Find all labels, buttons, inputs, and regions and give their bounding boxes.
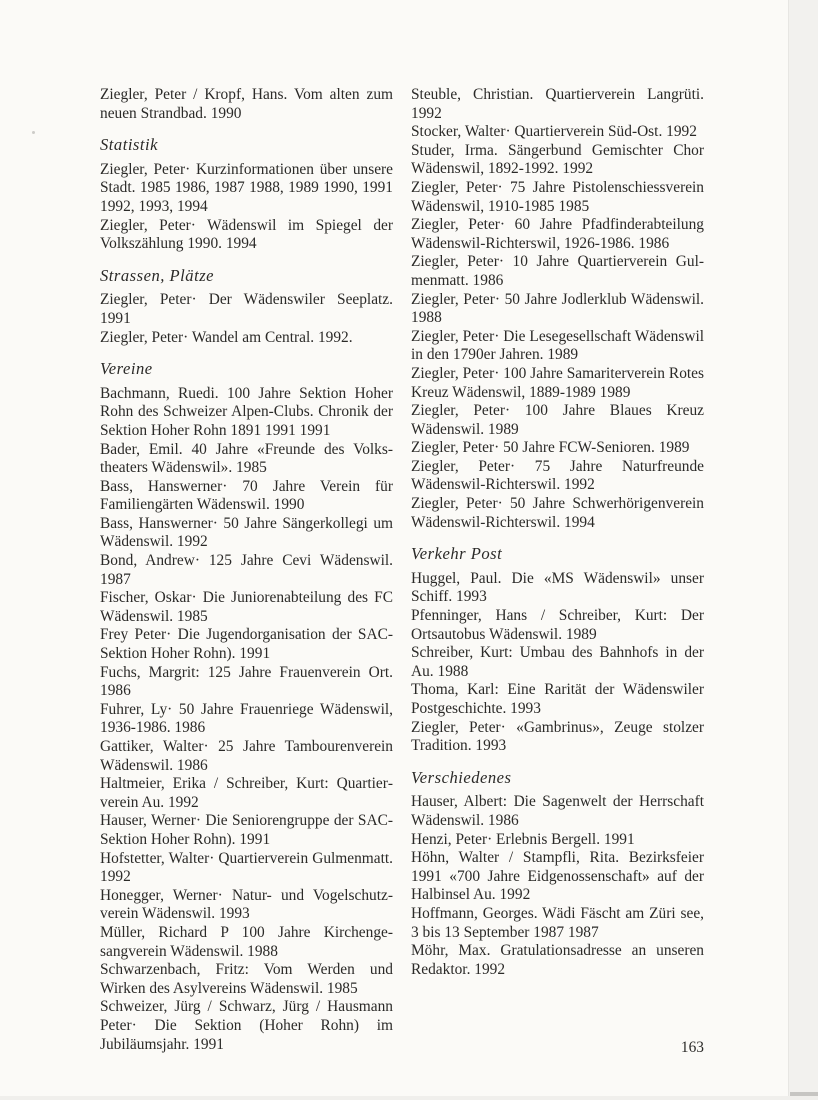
bibliography-entry: Bond, Andrew· 125 Jahre Cevi Wädenswil. 1987 <box>100 552 393 588</box>
bibliography-entry: Höhn, Walter / Stampfli, Rita. Bezirksfeier 1991 «700 Jahre Eidgenossenschaft» auf der Halbinsel Au. 1992 <box>411 849 704 904</box>
bibliography-entry: Frey Peter· Die Jugendorganisation der SAC-Sektion Hoher Rohn). 1991 <box>100 626 393 663</box>
bibliography-entry: Ziegler, Peter· 75 Jahre Pistolenschiessverein Wädenswil, 1910-1985 1985 <box>411 178 704 215</box>
bibliography-entry: Haltmeier, Erika / Schreiber, Kurt: Quartierverein Au. 1992 <box>100 775 393 811</box>
section-heading: Verschiedenes <box>411 767 512 787</box>
bibliography-entry: Möhr, Max. Gratulationsadresse an unseren Redaktor. 1992 <box>411 942 704 978</box>
page-edge-strip <box>788 0 818 1100</box>
bibliography-entry: Studer, Irma. Sängerbund Gemischter Chor Wädenswil, 1892-1992. 1992 <box>411 141 704 178</box>
bibliography-entry: Hoffmann, Georges. Wädi Fäscht am Züri see, 3 bis 13 September 1987 1987 <box>411 904 704 941</box>
bibliography-entry: Bader, Emil. 40 Jahre «Freunde des Volkstheaters Wädenswil». 1985 <box>100 440 393 477</box>
bibliography-entry: Gattiker, Walter· 25 Jahre Tambourenverein Wädenswil. 1986 <box>100 738 393 774</box>
bibliography-entry: Henzi, Peter· Erlebnis Bergell. 1991 <box>411 830 635 848</box>
left-column <box>100 86 393 1054</box>
bibliography-entry: Ziegler, Peter· 50 Jahre Jodlerklub Wädenswil. 1988 <box>411 290 704 327</box>
right-column <box>411 86 704 979</box>
bibliography-entry: Schreiber, Kurt: Umbau des Bahnhofs in der Au. 1988 <box>411 644 704 680</box>
bibliography-entry: Ziegler, Peter· 100 Jahre Blaues Kreuz Wädenswil. 1989 <box>411 402 704 438</box>
bibliography-entry: Huggel, Paul. Die «MS Wädenswil» unser Schiff. 1993 <box>411 569 704 606</box>
bibliography-entry: Stocker, Walter· Quartierverein Süd-Ost. 1992 <box>411 123 697 141</box>
bibliography-entry: Ziegler, Peter· Der Wädenswiler Seeplatz. 1991 <box>100 291 393 327</box>
bibliography-entry: Ziegler, Peter· Kurzinformationen über unsere Stadt. 1985 1986, 1987 1988, 1989 1990, 1991 1992, 1993, 1994 <box>100 160 393 215</box>
bibliography-entry: Ziegler, Peter· 10 Jahre Quartierverein Gulmenmatt. 1986 <box>411 253 704 289</box>
section-heading: Vereine <box>100 359 153 379</box>
bibliography-entry: Steuble, Christian. Quartierverein Langrüti. 1992 <box>411 86 704 122</box>
bibliography-entry: Schwarzenbach, Fritz: Vom Werden und Wirken des Asylvereins Wädenswil. 1985 <box>100 961 393 997</box>
bibliography-entry: Ziegler, Peter· Die Lesegesellschaft Wädenswil in den 1790er Jahren. 1989 <box>411 327 704 364</box>
bibliography-entry: Ziegler, Peter· 60 Jahre Pfadfinderabteilung Wädenswil-Richterswil, 1926-1986. 1986 <box>411 216 704 252</box>
bibliography-entry: Honegger, Werner· Natur- und Vogelschutzverein Wädenswil. 1993 <box>100 886 393 923</box>
bibliography-entry: Bass, Hanswerner· 70 Jahre Verein für Familiengärten Wädenswil. 1990 <box>100 477 393 514</box>
bibliography-entry: Hauser, Albert: Die Sagenwelt der Herrschaft Wädenswil. 1986 <box>411 793 704 829</box>
bibliography-entry: Ziegler, Peter· 100 Jahre Samariterverein Rotes Kreuz Wädenswil, 1889-1989 1989 <box>411 364 704 401</box>
bibliography-entry: Ziegler, Peter· 75 Jahre Naturfreunde Wädenswil-Richterswil. 1992 <box>411 457 704 494</box>
bibliography-entry: Fuchs, Margrit: 125 Jahre Frauenverein Ort. 1986 <box>100 663 393 700</box>
bibliography-entry: Ziegler, Peter· Wandel am Central. 1992. <box>100 328 353 346</box>
bibliography-entry: Ziegler, Peter· 50 Jahre FCW-Senioren. 1989 <box>411 439 690 457</box>
bibliography-entry: Ziegler, Peter / Kropf, Hans. Vom alten zum neuen Strandbad. 1990 <box>100 86 393 122</box>
page-bottom-shade <box>0 1096 818 1100</box>
section-heading: Statistik <box>100 135 158 155</box>
bibliography-entry: Schweizer, Jürg / Schwarz, Jürg / Hausmann Peter· Die Sektion (Hoher Rohn) im Jubiläumsjahr. 1991 <box>100 998 393 1053</box>
paper-speck <box>32 131 35 134</box>
bibliography-entry: Bass, Hanswerner· 50 Jahre Sängerkollegi um Wädenswil. 1992 <box>100 514 393 551</box>
bibliography-entry: Fuhrer, Ly· 50 Jahre Frauenriege Wädenswil, 1936-1986. 1986 <box>100 700 393 737</box>
bibliography-entry: Ziegler, Peter· «Gambrinus», Zeuge stolzer Tradition. 1993 <box>411 718 704 755</box>
bibliography-entry: Pfenninger, Hans / Schreiber, Kurt: Der Ortsautobus Wädenswil. 1989 <box>411 607 704 643</box>
bibliography-entry: Bachmann, Ruedi. 100 Jahre Sektion Hoher Rohn des Schweizer Alpen-Clubs. Chronik der Sektion Hoher Rohn 1891 1991 1991 <box>100 384 393 439</box>
bibliography-entry: Müller, Richard P 100 Jahre Kirchengesangverein Wädenswil. 1988 <box>100 923 393 960</box>
page-number: 163 <box>680 1039 704 1056</box>
bibliography-entry: Hauser, Werner· Die Seniorengruppe der SAC-Sektion Hoher Rohn). 1991 <box>100 812 393 848</box>
bibliography-entry: Fischer, Oskar· Die Juniorenabteilung des FC Wädenswil. 1985 <box>100 589 393 625</box>
bibliography-entry: Hofstetter, Walter· Quartierverein Gulmenmatt. 1992 <box>100 849 393 886</box>
section-heading: Strassen, Plätze <box>100 265 215 285</box>
section-heading: Verkehr Post <box>411 544 503 564</box>
bibliography-entry: Thoma, Karl: Eine Rarität der Wädenswiler Postgeschichte. 1993 <box>411 681 704 717</box>
bibliography-entry: Ziegler, Peter· Wädenswil im Spiegel der Volkszählung 1990. 1994 <box>100 216 393 253</box>
bibliography-entry: Ziegler, Peter· 50 Jahre Schwerhörigenverein Wädenswil-Richterswil. 1994 <box>411 495 704 531</box>
